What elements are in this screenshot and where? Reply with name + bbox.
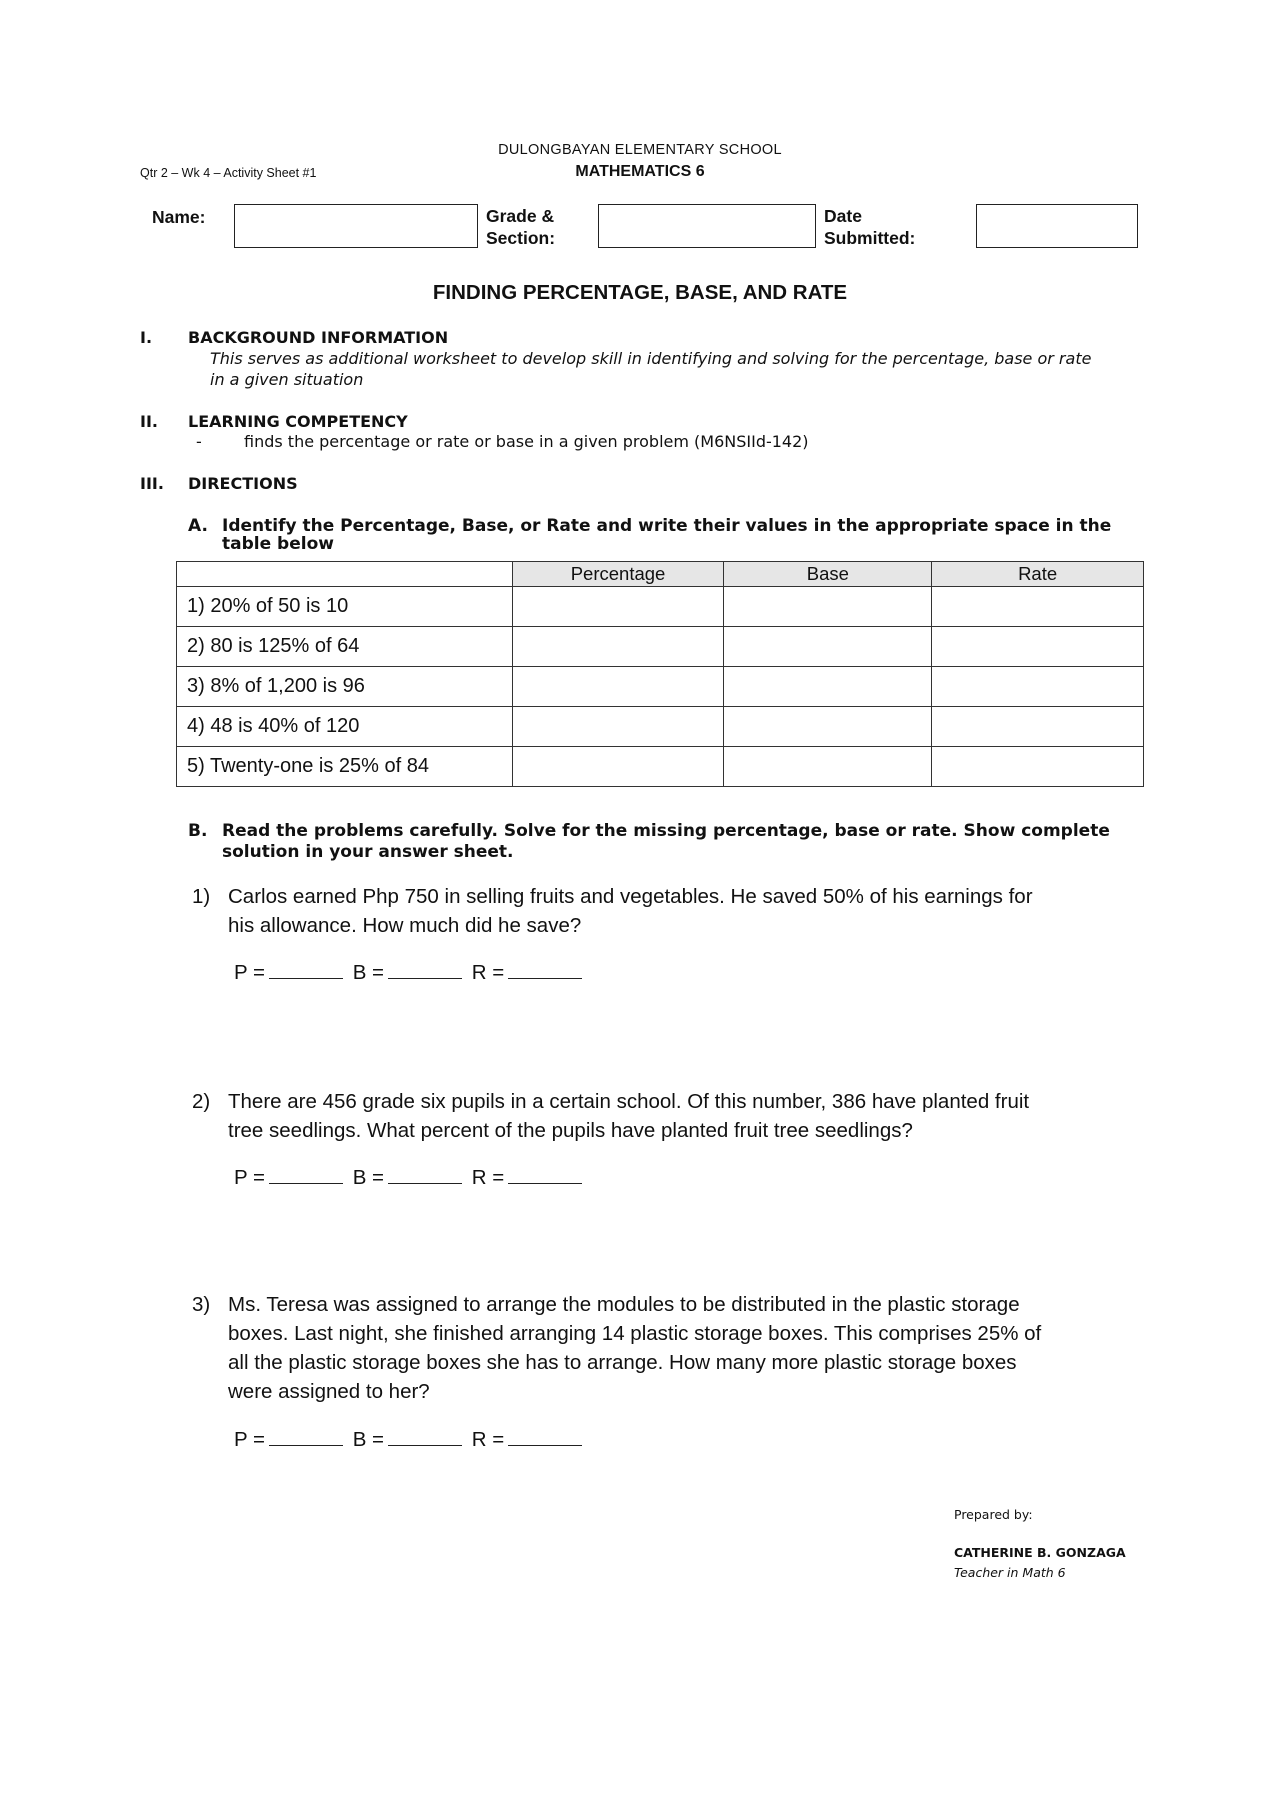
b-blank[interactable] [388,960,462,979]
activity-sheet-label: Qtr 2 – Wk 4 – Activity Sheet #1 [140,166,317,180]
rate-answer-cell[interactable] [932,587,1144,627]
base-answer-cell[interactable] [724,627,932,667]
percentage-answer-cell[interactable] [512,587,724,627]
problem-1-number: 1) [192,885,211,908]
competency-bullet: - [196,432,202,451]
table-row [177,707,1144,747]
table-row [177,747,1144,787]
p-blank[interactable] [269,1427,343,1446]
percentage-answer-cell[interactable] [512,627,724,667]
part-a-instruction: Identify the Percentage, Base, or Rate and write their values in the appropriate space in the table below [222,516,1112,554]
table-header-row [177,562,1144,587]
b-blank[interactable] [388,1427,462,1446]
section-1-heading: BACKGROUND INFORMATION [188,328,449,347]
percentage-answer-cell[interactable] [512,747,724,787]
identification-table [176,561,1144,787]
problem-3-answer-line: P = B = R = [234,1427,586,1452]
r-blank[interactable] [508,1427,582,1446]
subject-title: MATHEMATICS 6 [575,163,705,180]
percentage-answer-cell[interactable] [512,667,724,707]
problem-3-number: 3) [192,1293,211,1316]
table-row [177,627,1144,667]
p-blank[interactable] [269,960,343,979]
table-row-statement: 1) 20% of 50 is 10 [177,587,513,627]
r-blank[interactable] [508,960,582,979]
table-header-blank [177,562,513,587]
b-blank[interactable] [388,1165,462,1184]
part-b-letter: B. [188,821,208,841]
table-row [177,667,1144,707]
base-answer-cell[interactable] [724,707,932,747]
rate-answer-cell[interactable] [932,707,1144,747]
date-submitted-field[interactable] [976,204,1138,248]
grade-section-field[interactable] [598,204,816,248]
date-submitted-label: Date Submitted: [824,206,916,248]
name-label: Name: [152,207,206,227]
problem-2-text: There are 456 grade six pupils in a certain school. Of this number, 386 have planted fruit tree seedlings. What percent of the pupils have planted fruit tree seedlings? [228,1090,1030,1142]
problem-2-number: 2) [192,1090,211,1113]
r-blank[interactable] [508,1165,582,1184]
table-row [177,587,1144,627]
rate-answer-cell[interactable] [932,667,1144,707]
rate-answer-cell[interactable] [932,627,1144,667]
problem-3-text: Ms. Teresa was assigned to arrange the modules to be distributed in the plastic storage boxes. Last night, she finished arranging 14 plastic storage boxes. This comprises 25% of all the plastic storage boxes she has to arrange. How many more plastic storage boxes were assigned to her? [228,1293,1042,1403]
table-row-statement: 5) Twenty-one is 25% of 84 [177,747,513,787]
background-text-line-1: This serves as additional worksheet to develop skill in identifying and solving for the percentage, base or rate [210,349,1092,368]
table-row-statement: 4) 48 is 40% of 120 [177,707,513,747]
teacher-name: CATHERINE B. GONZAGA [954,1545,1126,1560]
part-a-letter: A. [188,516,208,536]
section-3-number: III. [140,474,164,493]
table-header-rate: Rate [932,562,1144,587]
base-answer-cell[interactable] [724,667,932,707]
section-3-heading: DIRECTIONS [188,474,298,493]
worksheet-title: FINDING PERCENTAGE, BASE, AND RATE [432,281,848,304]
p-blank[interactable] [269,1165,343,1184]
problem-1-text: Carlos earned Php 750 in selling fruits and vegetables. He saved 50% of his earnings for his allowance. How much did he save? [228,885,1033,937]
table-row-statement: 3) 8% of 1,200 is 96 [177,667,513,707]
percentage-answer-cell[interactable] [512,707,724,747]
part-b-instruction: Read the problems carefully. Solve for the missing percentage, base or rate. Show complete solution in your answer sheet. [222,821,1110,862]
problem-2-answer-line: P = B = R = [234,1165,586,1190]
base-answer-cell[interactable] [724,587,932,627]
table-row-statement: 2) 80 is 125% of 64 [177,627,513,667]
section-2-number: II. [140,412,158,431]
base-answer-cell[interactable] [724,747,932,787]
rate-answer-cell[interactable] [932,747,1144,787]
prepared-by-label: Prepared by: [954,1507,1033,1522]
table-header-base: Base [724,562,932,587]
name-field[interactable] [234,204,478,248]
problem-1-answer-line: P = B = R = [234,960,586,985]
competency-text: finds the percentage or rate or base in a given problem (M6NSIId-142) [244,432,809,451]
grade-section-label: Grade & Section: [486,206,556,248]
section-2-heading: LEARNING COMPETENCY [188,412,408,431]
section-1-number: I. [140,328,153,347]
background-text-line-2: in a given situation [210,370,364,389]
school-name: DULONGBAYAN ELEMENTARY SCHOOL [498,142,782,158]
table-header-percentage: Percentage [512,562,724,587]
teacher-role: Teacher in Math 6 [954,1565,1066,1580]
